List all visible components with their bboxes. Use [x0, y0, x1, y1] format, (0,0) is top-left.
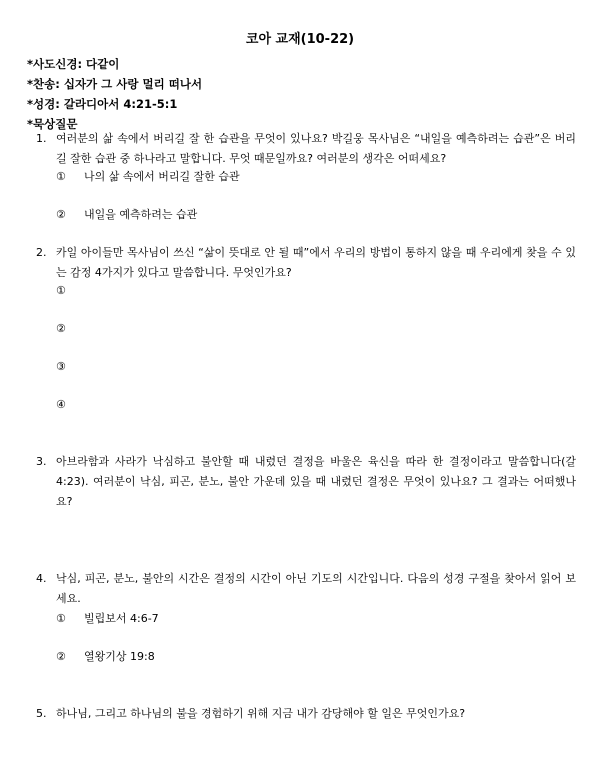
answer-label: 내일을 예측하려는 습관	[84, 208, 198, 221]
answer-item	[56, 398, 84, 411]
question-text: 낙심, 피곤, 분노, 불안의 시간은 결정의 시간이 아닌 기도의 시간입니다. 다음의 성경 구절을 찾아서 읽어 보세요.	[56, 572, 576, 605]
page-title: 코아 교재(10-22)	[245, 32, 355, 47]
answer-label: 빌립보서 4:6-7	[84, 612, 159, 625]
answer-item	[56, 610, 159, 626]
question-number: 4.	[36, 572, 47, 585]
answer-label: 나의 삶 속에서 버리길 잘한 습관	[84, 170, 240, 183]
question-text: 하나님, 그리고 하나님의 불을 경험하기 위해 지금 내가 감당해야 할 일은 무엇인가요?	[56, 707, 466, 720]
circled-number: ②	[56, 322, 66, 335]
question-number: 2.	[36, 246, 47, 259]
question-number: 1.	[36, 132, 47, 145]
circled-number: ①	[56, 284, 66, 297]
circled-number: ②	[56, 208, 66, 221]
circled-number: ③	[56, 360, 66, 373]
apostles-creed-line: *사도신경: 다같이	[27, 57, 120, 71]
hymn-line: *찬송: 십자가 그 사랑 멀리 떠나서	[27, 77, 203, 91]
answer-item	[56, 284, 84, 297]
answer-item	[56, 648, 155, 664]
circled-number: ①	[56, 170, 66, 183]
answer-item	[56, 360, 84, 373]
circled-number: ①	[56, 612, 66, 625]
answer-item	[56, 206, 197, 222]
circled-number: ②	[56, 650, 66, 663]
question-text: 아브라함과 사라가 낙심하고 불안할 때 내렸던 결정을 바울은 육신을 따라 한 결정이라고 말씀합니다(갈 4:23). 여러분이 낙심, 피곤, 분노, 불안 가운데 있을 때 내렸던 결정은 무엇이 있나요? 그 결과는 어떠했나요?	[56, 455, 576, 508]
question-number: 5.	[36, 707, 47, 720]
answer-item	[56, 322, 84, 335]
question-number: 3.	[36, 455, 47, 468]
circled-number: ④	[56, 398, 66, 411]
scripture-line: *성경: 갈라디아서 4:21-5:1	[27, 97, 178, 111]
answer-item	[56, 168, 240, 184]
answer-label: 열왕기상 19:8	[84, 650, 155, 663]
question-text: 여러분의 삶 속에서 버리길 잘 한 습관을 무엇이 있나요? 박길웅 목사님은 “내일을 예측하려는 습관”은 버리길 잘한 습관 중 하나라고 말합니다. 무엇 때문일까요? 여러분의 생각은 어떠세요?	[56, 132, 576, 165]
meditation-questions-heading: *묵상질문	[27, 117, 78, 131]
question-text: 카일 아이들만 목사님이 쓰신 “삶이 뜻대로 안 될 때”에서 우리의 방법이 통하지 않을 때 우리에게 찾을 수 있는 감정 4가지가 있다고 말씀합니다. 무엇인가요?	[56, 246, 576, 279]
